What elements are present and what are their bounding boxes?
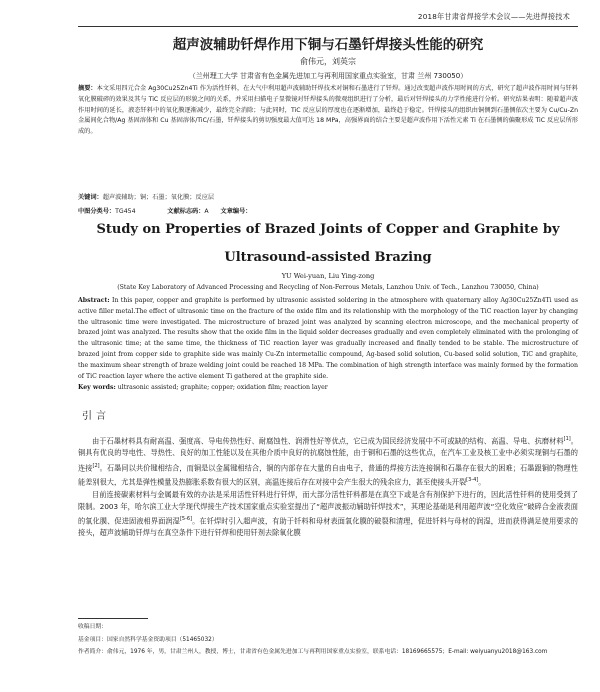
running-header: 2018年甘肃省焊接学术会议——先进焊接技术 (417, 12, 570, 21)
chinese-affiliation: （兰州理工大学 甘肃省有色金属先进加工与再利用国家重点实验室，甘肃 兰州 730050） (188, 72, 468, 80)
classification-line (78, 207, 578, 218)
chinese-keywords-label: 关键词： (78, 194, 103, 201)
class-value: TG454 (115, 208, 136, 215)
intro-p2-text: 目前连接碳素材料与金属最有效的办法是采用活性钎料进行钎焊，而大部分活性钎料都是在真空下或是含有剂保护下进行的，因此活性钎料的使用受到了限制。2003 年，哈尔滨工业大学现代焊接生产技术国家重点实验室提出了“超声波振动辅助钎焊技术”，其理论基础是利用超声波“空化效应”破碎合金液表面的氧化膜、促进固液相界面润湿 (78, 489, 578, 526)
english-keywords-label: Key words: (78, 384, 116, 391)
intro-paragraph-2 (78, 489, 578, 540)
english-title-line2: Ultrasound-assisted Brazing (224, 250, 432, 265)
chinese-abstract-label: 摘要： (78, 85, 97, 92)
citation-ref: [5-6] (179, 515, 193, 522)
doc-code-value: A (204, 208, 209, 215)
class-label: 中图分类号： (78, 208, 116, 215)
chinese-title: 超声波辅助钎焊作用下铜与石墨钎焊接头性能的研究 (172, 37, 484, 53)
footnote-received: 收稿日期： (78, 624, 107, 630)
intro-p1c-text: 。石墨同以共价键相结合，而铜是以金属键相结合，铜的内部存在大量的自由电子，普通的焊接方法连接铜和石墨存在很大的困难；石墨跟铜的物理性能差别很大，尤其是弹性模量及热膨胀系数有很大的区别，高温连接后存在对接中会产生很大的残余应力，甚至使接头开裂 (78, 462, 578, 487)
intro-p1d-text: 。 (478, 477, 486, 487)
chinese-abstract (78, 84, 578, 138)
footnotes (78, 622, 578, 660)
introduction-heading: 引言 (82, 411, 110, 422)
chinese-keywords-text: 超声波辅助；铜；石墨；氧化膜；反应层 (102, 194, 215, 201)
citation-ref: [2] (92, 462, 100, 469)
footnote-rule (78, 618, 148, 619)
english-abstract-text: In this paper, copper and graphite is performed by ultrasonic assisted soldering in the atmosphere with quaternary alloy Ag30Cu25Zn4Ti used as active filler metal.The effect of ultrasonic time on the fracture of the oxide film and its relationship with the morphology of the TiC reaction layer by changing the ultrasonic time were investigated. The microstructure of brazed joint was analyzed by scanning electron microscope, and the mechanical property of brazed joint was analyzed. The results show that the oxide film in the liquid solder decreases gradually and even completely eliminated with the prolonging of the ultrasonic time; at the same time, the thickness of TiC reaction layer was gradually increased and finally tended to be stable. The microstructure of brazed joint from copper side to graphite side was mainly Cu-Zn intermetallic compound, Ag-based solid solution, Cu-based solid solution, TiC and graphite, the maximum shear strength of braze welding joint could be reached 18 MPa. The combination of high strength interface was mainly formed by the formation of TiC reaction layer where the active element Ti gathered at the graphite side. (78, 297, 579, 380)
english-keywords-text: ultrasonic assisted; graphite; copper; oxidation film; reaction layer (117, 384, 328, 391)
footnote-fund: 基金项目：国家自然科学基金资助项目（51465032） (78, 636, 218, 643)
chinese-abstract-text: 本文采用四元合金 Ag30Cu25Zn4Ti 作为活性钎料，在大气中利用超声波辅助钎焊技术对铜和石墨进行了钎焊。通过改变超声波作用时间的方式，研究了超声波作用时间与钎料氧化膜破碎的效果及其与 TiC 反应层的形貌之间的关系，并采用扫描电子显微镜对钎焊接头的微观组织进行了分析，最后对钎焊接头的力学性能进行分析。研究结果表明：随着超声波作用时间的延长，液态钎料中的氧化膜逐渐减少，最终完全消除；与此同时，TiC 反应层的厚度也在逐渐增加，最终趋于稳定。钎焊接头的组织由铜侧到石墨侧依次主要为 Cu/Cu-Zn 金属间化合物/Ag 基固溶体和 Cu 基固溶体/TiC/石墨，钎焊接头的剪切强度最大值可达 18 MPa，高强界面的结合主要是超声波作用下活性元素 Ti 在石墨侧的偏聚形成 TiC 反应层所形成的。 (78, 85, 579, 136)
article-number-label: 文章编号： (220, 208, 252, 215)
doc-code-label: 文献标志码： (167, 208, 205, 215)
intro-paragraph-1 (78, 433, 578, 489)
english-affiliation: (State Key Laboratory of Advanced Processing and Recycling of Non-Ferrous Metals, Lanzhou Univ. of Tech., Lanzhou 730050, China) (117, 284, 539, 291)
english-keywords (78, 384, 578, 391)
introduction-body (78, 433, 578, 539)
english-title-line1: Study on Properties of Brazed Joints of Copper and Graphite by (96, 222, 560, 237)
english-abstract-label: Abstract: (78, 297, 110, 304)
intro-p1-text: 由于石墨材料具有耐高温、强度高、导电传热性好、耐腐蚀性、润滑性好等优点，它已成为国民经济发展中不可或缺的结构、高温、导电、抗磨材料 (92, 436, 564, 446)
english-authors: YU Wei-yuan, Liu Ying-zong (281, 272, 375, 280)
chinese-keywords (78, 193, 578, 204)
footnote-author: 作者简介：俞伟元，1976 年，男，甘肃兰州人，教授，博士，甘肃省有色金属先进加工与再利用国家重点实验室，联系电话：18169665575；E-mail: weiyuanyu2018@163.com (78, 649, 548, 655)
header-rule (78, 26, 578, 27)
intro-p1b-text: 。铜具有优良的导电性、导热性、良好的加工性能以及在其他介质中良好的抗腐蚀性能，由于铜和石墨的这些优点，在汽车工业及核工业中必须实现铜与石墨的连接 (78, 436, 578, 472)
english-abstract (78, 296, 578, 382)
chinese-authors: 俞伟元，刘英宗 (300, 57, 356, 66)
citation-ref: [1] (563, 436, 571, 442)
intro-p2b-text: 。在钎焊时引入超声波，有助于钎料和母材表面氧化膜的破裂和清理，促进钎料与母材的润湿，进而获得满足使用要求的接头，超声波辅助钎焊与在真空条件下进行钎焊和使用钎剂去除氧化膜 (78, 516, 578, 538)
citation-ref: [3-4] (466, 477, 479, 484)
